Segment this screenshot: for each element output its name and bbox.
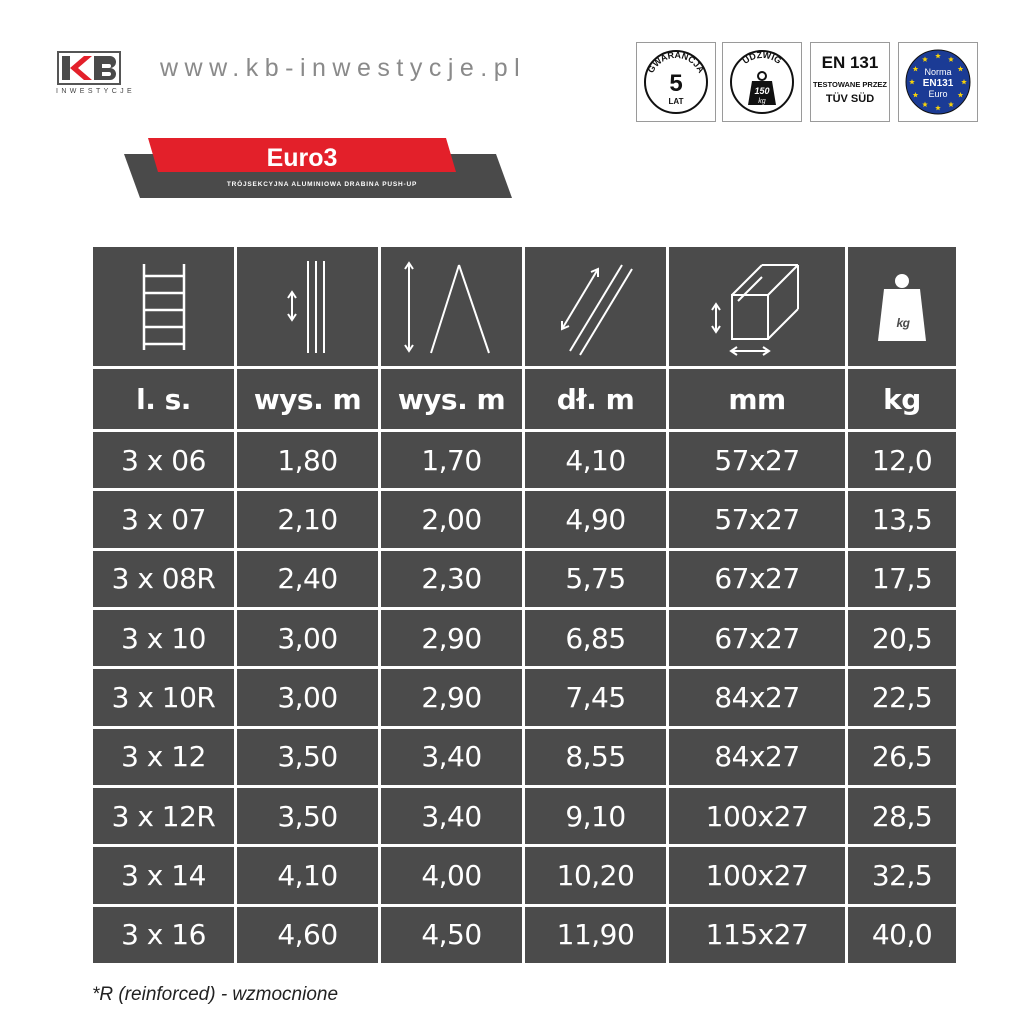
table-cell: 4,90 (525, 491, 666, 547)
product-banner (120, 138, 514, 202)
table-cell: 3,50 (237, 729, 378, 785)
warranty-bottom-text: LAT (668, 97, 684, 106)
unit-working-height: wys. m (381, 369, 522, 429)
table-cell: 4,10 (525, 432, 666, 488)
table-cell: 57x27 (669, 432, 845, 488)
table-cell: 2,10 (237, 491, 378, 547)
table-cell: 3 x 14 (93, 847, 234, 903)
table-cell: 2,40 (237, 551, 378, 607)
warranty-years: 5 (669, 70, 683, 97)
svg-text:UDŹWIG (741, 50, 784, 66)
table-cell: 3 x 12R (93, 788, 234, 844)
unit-extended-height: wys. m (237, 369, 378, 429)
table-cell: 3 x 07 (93, 491, 234, 547)
table-cell: 100x27 (669, 847, 845, 903)
working-height-icon (381, 247, 522, 366)
unit-length: dł. m (525, 369, 666, 429)
unit-weight: kg (848, 369, 956, 429)
table-cell: 67x27 (669, 610, 845, 666)
table-cell: 2,30 (381, 551, 522, 607)
table-cell: 2,90 (381, 669, 522, 725)
table-cell: 4,50 (381, 907, 522, 963)
table-cell: 2,90 (381, 610, 522, 666)
logo-subtitle: INWESTYCJE (56, 88, 136, 95)
table-cell: 84x27 (669, 669, 845, 725)
table-cell: 84x27 (669, 729, 845, 785)
table-cell: 12,0 (848, 432, 956, 488)
site-url[interactable]: www.kb-inwestycje.pl (160, 54, 527, 82)
table-cell: 22,5 (848, 669, 956, 725)
table-cell: 1,80 (237, 432, 378, 488)
weight-ring-icon (758, 72, 766, 80)
load-label: UDŹWIG (740, 49, 784, 66)
table-cell: 4,60 (237, 907, 378, 963)
table-cell: 2,00 (381, 491, 522, 547)
warranty-top-text: GWARANCJA (645, 49, 707, 75)
table-cell: 10,20 (525, 847, 666, 903)
extended-height-icon (237, 247, 378, 366)
en131-subtitle: TESTOWANE PRZEZ (812, 80, 888, 89)
spec-table (90, 244, 944, 966)
table-cell: 3,00 (237, 669, 378, 725)
table-cell: 13,5 (848, 491, 956, 547)
table-cell: 26,5 (848, 729, 956, 785)
product-subtitle: TRÓJSEKCYJNA ALUMINIOWA DRABINA PUSH-UP (226, 181, 418, 188)
profile-size-icon (669, 247, 845, 366)
en131-badge (810, 42, 890, 122)
table-cell: 3,50 (237, 788, 378, 844)
table-cell: 57x27 (669, 491, 845, 547)
table-cell: 17,5 (848, 551, 956, 607)
load-value: 150 (754, 86, 770, 96)
table-cell: 11,90 (525, 907, 666, 963)
length-icon (525, 247, 666, 366)
table-cell: 3 x 12 (93, 729, 234, 785)
norma-line1: Norma (924, 67, 952, 77)
ladder-steps-icon (93, 247, 234, 366)
table-cell: 5,75 (525, 551, 666, 607)
table-cell: 100x27 (669, 788, 845, 844)
table-cell: 9,10 (525, 788, 666, 844)
table-cell: 3 x 06 (93, 432, 234, 488)
table-cell: 3 x 10R (93, 669, 234, 725)
table-cell: 1,70 (381, 432, 522, 488)
table-cell: 3 x 08R (93, 551, 234, 607)
table-cell: 3,00 (237, 610, 378, 666)
table-cell: 8,55 (525, 729, 666, 785)
weight-icon (848, 247, 956, 366)
unit-profile: mm (669, 369, 845, 429)
norma-line3: Euro (928, 89, 948, 99)
weight-icon-label: kg (896, 315, 910, 330)
table-cell: 28,5 (848, 788, 956, 844)
table-cell: 3 x 16 (93, 907, 234, 963)
table-cell: 67x27 (669, 551, 845, 607)
table-cell: 7,45 (525, 669, 666, 725)
load-capacity-badge (722, 42, 802, 122)
table-cell: 6,85 (525, 610, 666, 666)
table-cell: 32,5 (848, 847, 956, 903)
norma-line2: EN131 (922, 78, 954, 89)
table-cell: 3,40 (381, 788, 522, 844)
table-cell: 115x27 (669, 907, 845, 963)
table-cell: 3,40 (381, 729, 522, 785)
table-cell: 40,0 (848, 907, 956, 963)
product-name: Euro3 (266, 144, 338, 172)
warranty-badge (636, 42, 716, 122)
table-cell: 20,5 (848, 610, 956, 666)
table-cell: 4,00 (381, 847, 522, 903)
load-unit: kg (758, 98, 766, 105)
tuv-label: TÜV SÜD (825, 93, 875, 105)
table-cell: 3 x 10 (93, 610, 234, 666)
en131-title: EN 131 (821, 53, 879, 72)
norma-en131-badge (898, 42, 978, 122)
footnote: *R (reinforced) - wzmocnione (92, 984, 339, 1005)
table-cell: 4,10 (237, 847, 378, 903)
unit-steps: l. s. (93, 369, 234, 429)
